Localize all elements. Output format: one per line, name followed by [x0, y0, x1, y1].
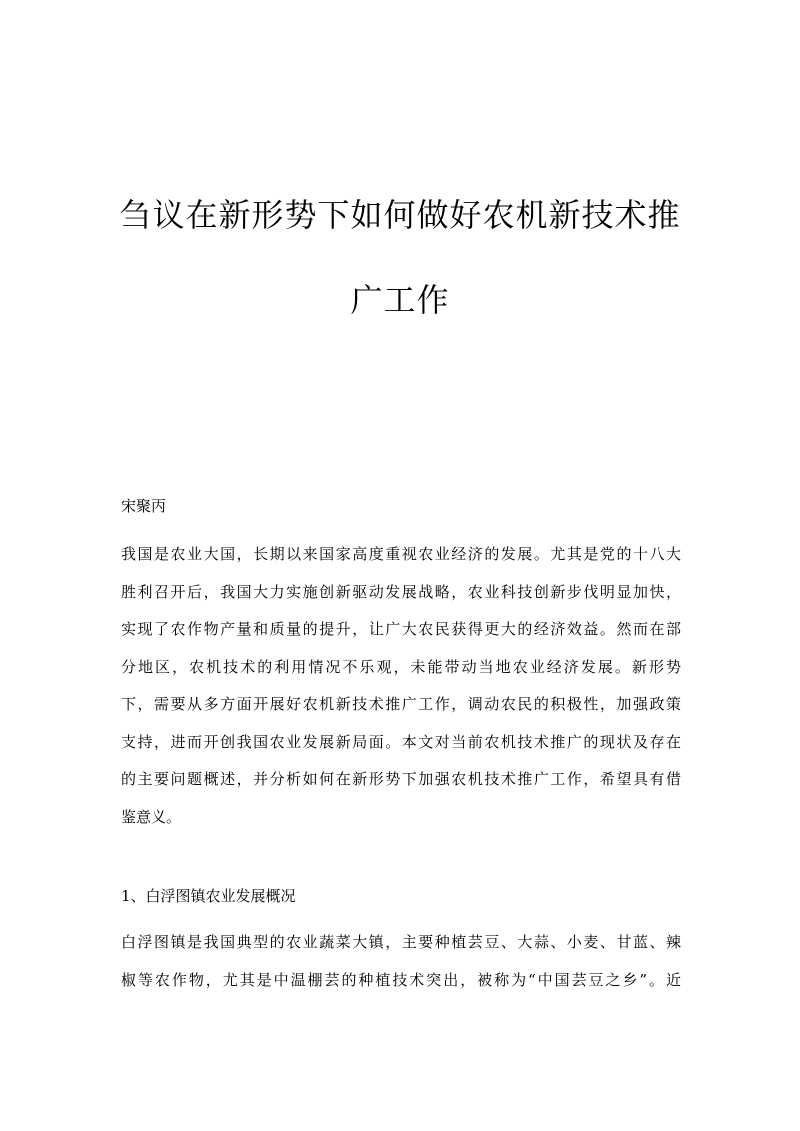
text-line: 实现了农作物产量和质量的提升，让广大农民获得更大的经济效益。然而在部	[121, 620, 681, 638]
abstract-paragraph	[121, 536, 681, 836]
document-title-line-1: 刍议在新形势下如何做好农机新技术推	[119, 196, 681, 234]
text-line: 胜利召开后，我国大力实施创新驱动发展战略，农业科技创新步伐明显加快，	[121, 582, 681, 601]
document-title-line-2: 广工作	[350, 281, 450, 319]
text-line: 我国是农业大国，长期以来国家高度重视农业经济的发展。尤其是党的十八大	[121, 545, 681, 563]
author-name: 宋聚丙	[121, 497, 167, 515]
section-heading: 1、白浮图镇农业发展概况	[121, 887, 296, 905]
text-line: 鉴意义。	[121, 807, 182, 826]
body-paragraph	[121, 924, 681, 999]
text-line: 椒等农作物，尤其是中温棚芸的种植技术突出，被称为“中国芸豆之乡”。近	[121, 970, 681, 989]
text-line: 下，需要从多方面开展好农机新技术推广工作，调动农民的积极性，加强政策	[121, 695, 681, 713]
text-line: 分地区，农机技术的利用情况不乐观，未能带动当地农业经济发展。新形势	[121, 657, 681, 676]
text-line: 支持，进而开创我国农业发展新局面。本文对当前农机技术推广的现状及存在	[121, 732, 681, 751]
text-line: 的主要问题概述，并分析如何在新形势下加强农机技术推广工作，希望具有借	[121, 770, 681, 788]
text-line: 白浮图镇是我国典型的农业蔬菜大镇，主要种植芸豆、大蒜、小麦、甘蓝、辣	[121, 933, 681, 951]
